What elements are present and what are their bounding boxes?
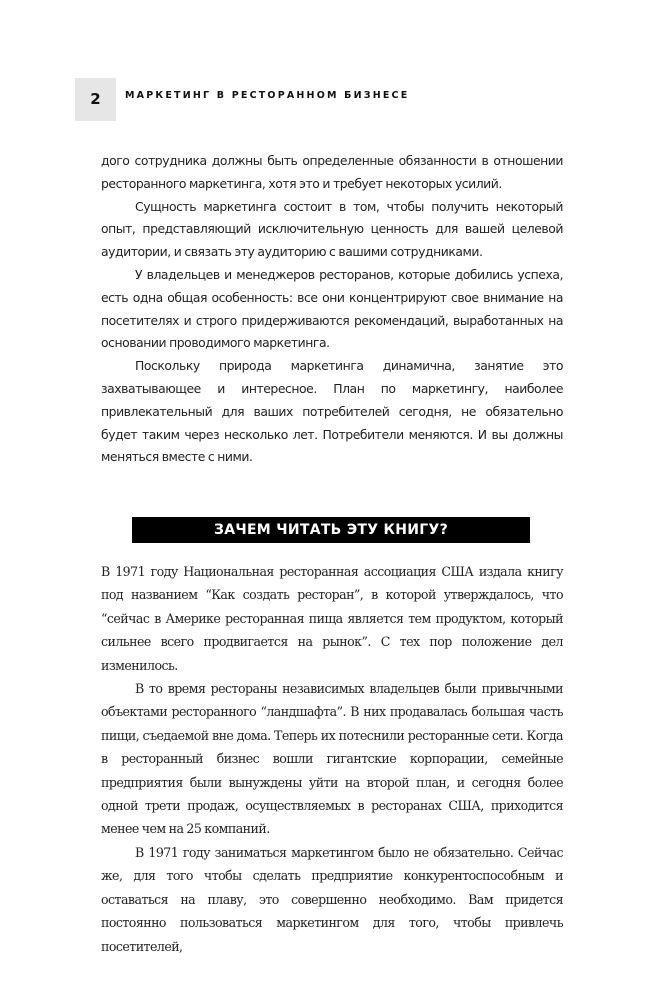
paragraph: В то время рестораны независимых владельцев были привычными объектами ресторанного “ландшафта”. В них продавалась большая часть пищи, съедаемой вне дома. Теперь их потеснили ресторанные сети. Когда в ресторанный бизнес вошли гигантские корпорации, семейные предприятия были вынуждены уйти на второй план, и сегодня более одной трети продаж, осуществляемых в ресторанах США, приходится менее чем на 25 компаний. bbox=[101, 681, 563, 837]
running-title: МАРКЕТИНГ В РЕСТОРАННОМ БИЗНЕСЕ bbox=[125, 90, 410, 101]
paragraph: дого сотрудника должны быть определенные обязанности в отношении ресторанного маркетинга, хотя это и требует некоторых усилий. bbox=[101, 153, 563, 191]
paragraph: В 1971 году заниматься маркетингом было не обязательно. Сейчас же, для того чтобы сделать предприятие конкурентоспособным и оставаться на плаву, это совершенно необходимо. Вам придется постоянно пользоваться маркетингом для того, чтобы привлечь посетителей, bbox=[101, 844, 563, 954]
intro-text bbox=[101, 150, 563, 469]
page-number: 2 bbox=[90, 90, 101, 108]
section-text bbox=[101, 560, 563, 958]
section-heading: ЗАЧЕМ ЧИТАТЬ ЭТУ КНИГУ? bbox=[132, 517, 530, 543]
paragraph: Сущность маркетинга состоит в том, чтобы получить некоторый опыт, представляющий исключительную ценность для вашей целевой аудитории, и связать эту аудиторию с вашими сотрудниками. bbox=[101, 198, 563, 260]
paragraph: Поскольку природа маркетинга динамична, занятие это захватывающее и интересное. План по маркетингу, наиболее привлекательный для ваших потребителей сегодня, не обязательно будет таким через несколько лет. Потребители меняются. И вы должны меняться вместе с ними. bbox=[101, 358, 563, 465]
paragraph: У владельцев и менеджеров ресторанов, которые добились успеха, есть одна общая особенность: все они концентрируют свое внимание на посетителях и строго придерживаются рекомендаций, выработанных на основании проводимого маркетинга. bbox=[101, 266, 563, 351]
paragraph: В 1971 году Национальная ресторанная ассоциация США издала книгу под названием “Как создать ресторан”, в которой утверждалось, что “сейчас в Америке ресторанная пища является тем продуктом, который сильнее всего продвигается на рынок”. С тех пор положение дел изменилось. bbox=[101, 564, 563, 673]
